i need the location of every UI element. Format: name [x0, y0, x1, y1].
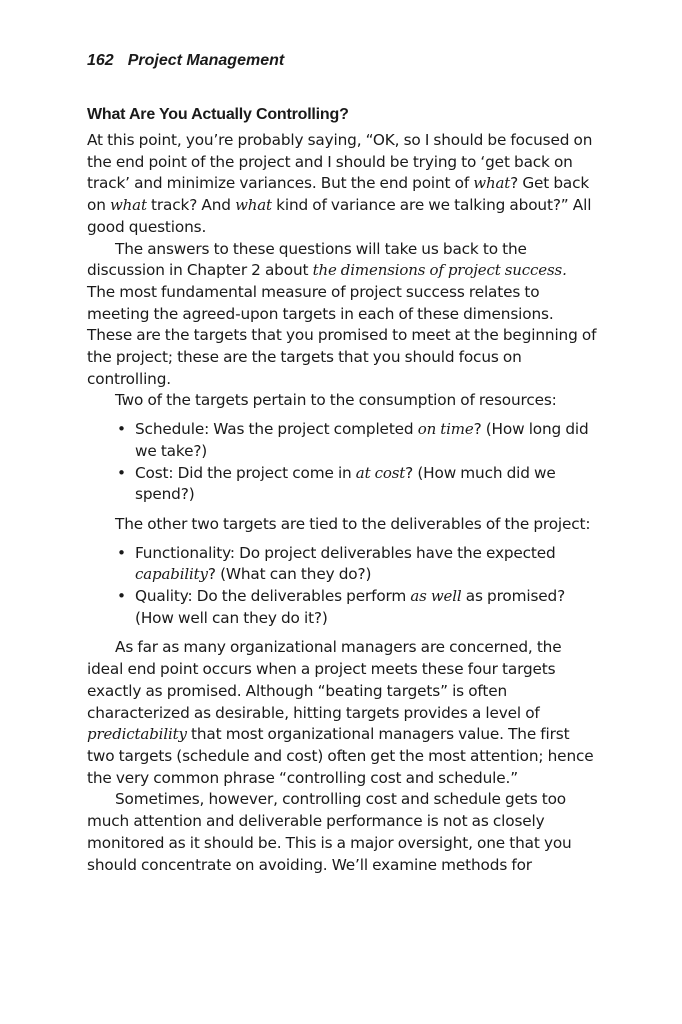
- paragraph-6: Sometimes, however, controlling cost and schedule gets too much attention and deliverable performance is not as closely monitored as it should be. This is a major oversight, one that you should concentrate on avoiding. We’ll examine methods for: [87, 790, 572, 874]
- book-title: Project Management: [127, 52, 285, 69]
- list-item-functionality: • Functionality: Do project deliverables have the expected capability? (What can they do?): [135, 543, 597, 586]
- list-item-schedule: • Schedule: Was the project completed on time? (How long did we take?): [135, 419, 597, 462]
- paragraph-2: The answers to these questions will take us back to the discussion in Chapter 2 about the dimensions of project success. The most fundamental measure of project success relates to meeting the agreed-upon targets in each of these dimensions. These are the targets that you promised to meet at the beginning of the project; these are the targets that you should focus on controlling.: [87, 239, 597, 388]
- paragraph-4: The other two targets are tied to the deliverables of the project:: [115, 514, 591, 533]
- book-page: [87, 52, 597, 876]
- resource-targets-list: [87, 419, 597, 506]
- list-item-cost: • Cost: Did the project come in at cost? (How much did we spend?): [135, 463, 597, 506]
- paragraph-1: At this point, you’re probably saying, “OK, so I should be focused on the end point of the project and I should be trying to ‘get back on track’ and minimize variances. But the end point of what? Get back on what track? And what kind of variance are we talking about?” All good questions.: [87, 131, 593, 236]
- paragraph-3: Two of the targets pertain to the consumption of resources:: [115, 391, 557, 410]
- page-number: 162: [87, 52, 114, 69]
- section-heading: What Are You Actually Controlling?: [87, 106, 349, 123]
- running-head: [87, 52, 597, 70]
- list-item-quality: • Quality: Do the deliverables perform as well as promised? (How well can they do it?): [135, 586, 597, 629]
- paragraph-5: As far as many organizational managers are concerned, the ideal end point occurs when a project meets these four targets exactly as promised. Although “beating targets” is often characterized as desirable, hitting targets provides a level of predictability that most organizational managers value. The first two targets (schedule and cost) often get the most attention; hence the very common phrase “controlling cost and schedule.”: [87, 638, 594, 787]
- deliverable-targets-list: [87, 543, 597, 630]
